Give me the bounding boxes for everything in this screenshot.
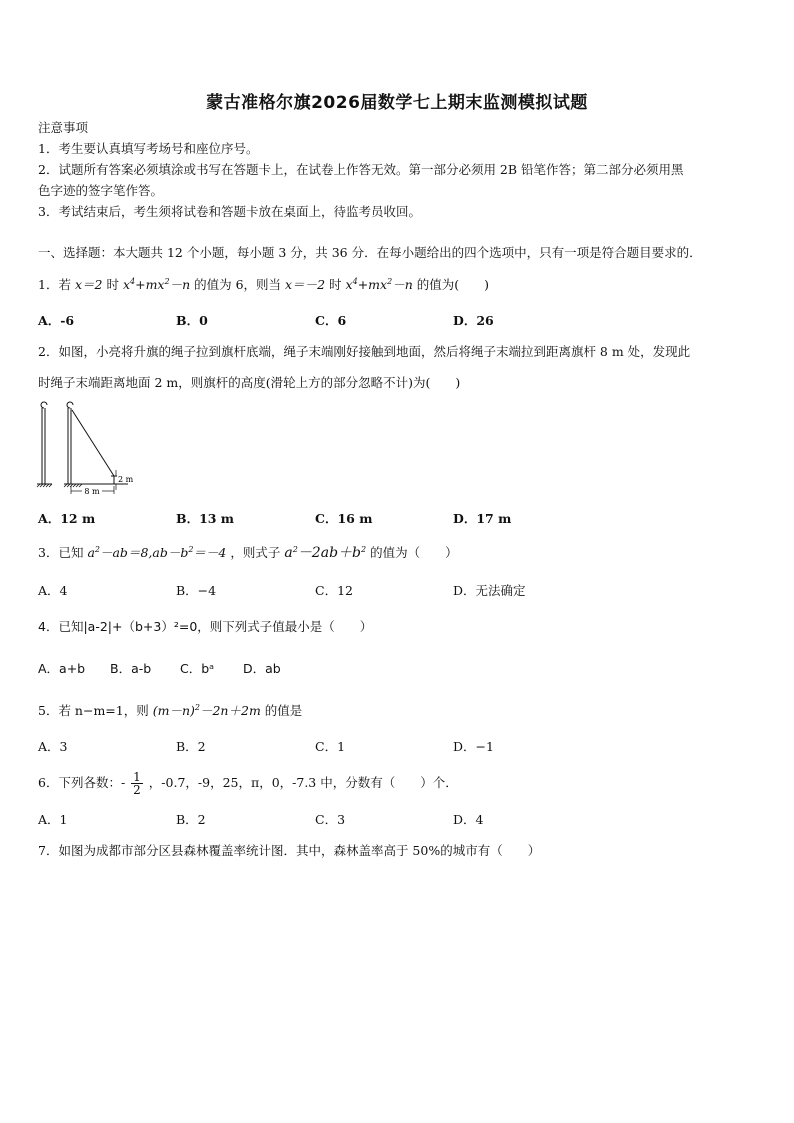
q6-option-b[interactable]: B．2 bbox=[176, 812, 206, 827]
q1-option-b[interactable]: B．0 bbox=[176, 313, 208, 328]
q1-option-a[interactable]: A．-6 bbox=[38, 313, 75, 328]
q4-option-d[interactable]: D．ab bbox=[243, 661, 281, 676]
flagpole-figure bbox=[36, 400, 136, 500]
q4-option-b[interactable]: B．a-b bbox=[110, 661, 152, 676]
pulley-left-icon bbox=[41, 402, 47, 408]
q1-math: x＝2 bbox=[74, 277, 103, 292]
notice-item: 3．考试结束后，考生须将试卷和答题卡放在桌面上，待监考员收回。 bbox=[38, 204, 421, 219]
q3-text: ，则式子 bbox=[230, 545, 281, 560]
q3-text: 3．已知 bbox=[38, 545, 84, 560]
q6-text: 6．下列各数：- bbox=[38, 775, 126, 790]
q3-expression: $a^2-2ab+b^2$ bbox=[284, 545, 367, 561]
q4-option-c[interactable]: C．bᵃ bbox=[180, 661, 215, 676]
label-2m: 2 m bbox=[118, 475, 134, 484]
pulley-right-icon bbox=[67, 402, 73, 408]
notice-item: 1．考生要认真填写考场号和座位序号。 bbox=[38, 141, 259, 156]
q6-option-d[interactable]: D．4 bbox=[453, 812, 484, 827]
q5-option-a[interactable]: A．3 bbox=[38, 739, 68, 754]
q3-option-a[interactable]: A．4 bbox=[38, 583, 68, 598]
q3-text: 的值为（ ） bbox=[370, 545, 458, 560]
question-2-line1: 2．如图，小亮将升旗的绳子拉到旗杆底端，绳子末端刚好接触到地面，然后将绳子末端拉到距离旗杆 8 m 处，发现此 bbox=[38, 344, 691, 359]
notice-item: 色字迹的签字笔作答。 bbox=[38, 183, 164, 198]
notice-heading: 注意事项 bbox=[38, 120, 89, 135]
q2-option-d[interactable]: D．17 m bbox=[453, 511, 512, 526]
question-4: 4．已知|a-2|+（b+3）²=0，则下列式子值最小是（ ） bbox=[38, 619, 373, 634]
question-6 bbox=[38, 766, 458, 800]
question-5 bbox=[38, 703, 302, 719]
section-heading: 一、选择题：本大题共 12 个小题，每小题 3 分，共 36 分．在每小题给出的四个选项中，只有一项是符合题目要求的． bbox=[38, 245, 702, 260]
q1-text: 时 bbox=[106, 277, 119, 292]
q4-option-a[interactable]: A．a+b bbox=[38, 661, 86, 676]
q1-text: 的值为 6，则当 bbox=[194, 277, 282, 292]
q3-option-b[interactable]: B．−4 bbox=[176, 583, 217, 598]
q2-option-b[interactable]: B．13 m bbox=[176, 511, 235, 526]
question-1 bbox=[38, 277, 489, 293]
q3-option-c[interactable]: C．12 bbox=[315, 583, 353, 598]
q6-option-a[interactable]: A．1 bbox=[38, 812, 68, 827]
q1-option-c[interactable]: C．6 bbox=[315, 313, 347, 328]
question-3 bbox=[38, 545, 458, 561]
question-7: 7．如图为成都市部分区县森林覆盖率统计图．其中，森林盖率高于 50%的城市有（ ） bbox=[38, 843, 541, 858]
q1-text: 1．若 bbox=[38, 277, 71, 292]
page-title: 蒙古准格尔旗2026届数学七上期末监测模拟试题 bbox=[206, 93, 588, 113]
q6-text: ，-0.7，-9，25，π，0，-7.3 中，分数有（ ）个． bbox=[148, 775, 458, 790]
question-2-line2: 时绳子末端距离地面 2 m，则旗杆的高度(滑轮上方的部分忽略不计)为( ) bbox=[38, 375, 461, 390]
notice-item: 2．试题所有答案必须填涂或书写在答题卡上，在试卷上作答无效。第一部分必须用 2B 铅笔作答；第二部分必须用黑 bbox=[38, 162, 684, 177]
q2-option-a[interactable]: A．12 m bbox=[38, 511, 96, 526]
q1-expression: $x^4+mx^2-n$ bbox=[122, 277, 191, 292]
q5-text: 的值是 bbox=[264, 703, 303, 718]
q1-math: x＝－2 bbox=[285, 277, 326, 292]
q1-expression: $x^4+mx^2-n$ bbox=[345, 277, 413, 292]
q5-option-d[interactable]: D．−1 bbox=[453, 739, 494, 754]
q5-option-b[interactable]: B．2 bbox=[176, 739, 206, 754]
q1-text: 的值为( ) bbox=[416, 277, 489, 292]
q2-option-c[interactable]: C．16 m bbox=[315, 511, 373, 526]
q6-fraction: $\frac{1}{2}$ bbox=[133, 770, 141, 797]
q3-option-d[interactable]: D．无法确定 bbox=[453, 583, 526, 598]
q5-text: 5．若 n−m=1，则 bbox=[38, 703, 149, 718]
q5-option-c[interactable]: C．1 bbox=[315, 739, 346, 754]
q1-option-d[interactable]: D．26 bbox=[453, 313, 494, 328]
q1-text: 时 bbox=[329, 277, 342, 292]
q6-option-c[interactable]: C．3 bbox=[315, 812, 346, 827]
rope-line bbox=[72, 410, 114, 476]
q5-expression: $(m-n)^2-2n+2m$ bbox=[152, 703, 261, 718]
label-8m: 8 m bbox=[84, 487, 100, 496]
q3-condition: $a^2-ab=8,ab-b^2=-4$ bbox=[87, 545, 227, 560]
